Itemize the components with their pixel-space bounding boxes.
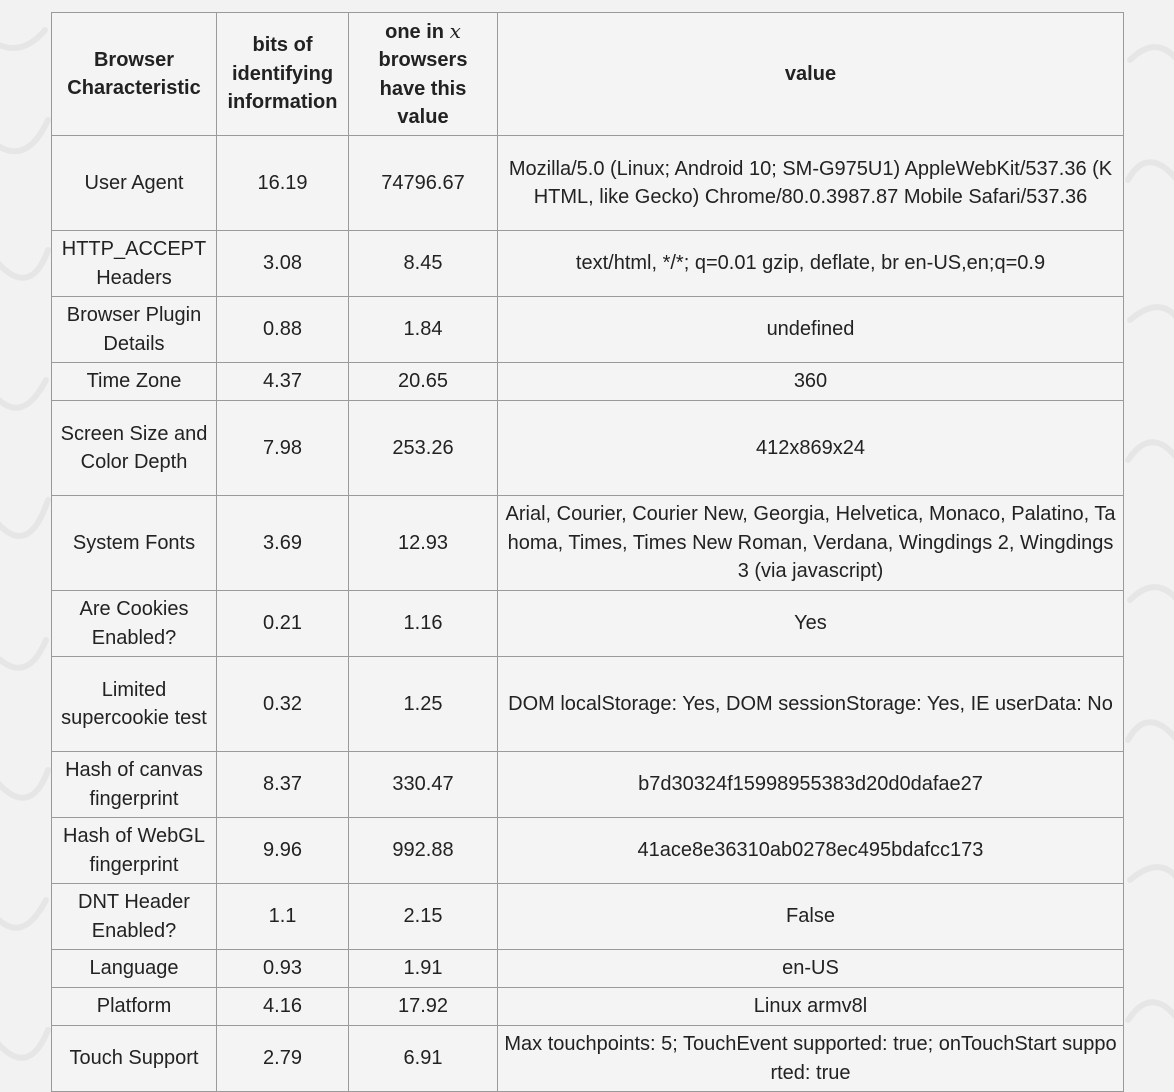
row-value: Max touchpoints: 5; TouchEvent supported: true; onTouchStart supported: true xyxy=(498,1026,1124,1092)
row-bits: 4.37 xyxy=(217,363,349,401)
row-one-in: 2.15 xyxy=(349,884,498,950)
row-characteristic: Are Cookies Enabled? xyxy=(52,591,217,657)
row-one-in: 1.84 xyxy=(349,297,498,363)
row-bits: 3.08 xyxy=(217,231,349,297)
row-bits: 9.96 xyxy=(217,818,349,884)
row-bits: 0.21 xyxy=(217,591,349,657)
row-characteristic: Language xyxy=(52,950,217,988)
row-value: text/html, */*; q=0.01 gzip, deflate, br en-US,en;q=0.9 xyxy=(498,231,1124,297)
table-header xyxy=(52,13,1124,136)
header-one-in-prefix: one in xyxy=(385,20,445,43)
table-row xyxy=(52,657,1124,752)
row-one-in: 8.45 xyxy=(349,231,498,297)
table-row xyxy=(52,988,1124,1026)
row-one-in: 330.47 xyxy=(349,752,498,818)
row-bits: 2.79 xyxy=(217,1026,349,1092)
header-bits: bits of identifying information xyxy=(217,13,349,136)
table-row xyxy=(52,363,1124,401)
row-one-in: 1.91 xyxy=(349,950,498,988)
row-bits: 0.88 xyxy=(217,297,349,363)
row-one-in: 253.26 xyxy=(349,401,498,496)
row-value: False xyxy=(498,884,1124,950)
row-bits: 8.37 xyxy=(217,752,349,818)
row-value: en-US xyxy=(498,950,1124,988)
row-one-in: 6.91 xyxy=(349,1026,498,1092)
row-value: Linux armv8l xyxy=(498,988,1124,1026)
row-bits: 7.98 xyxy=(217,401,349,496)
row-characteristic: Browser Plugin Details xyxy=(52,297,217,363)
row-characteristic: Platform xyxy=(52,988,217,1026)
row-characteristic: Limited supercookie test xyxy=(52,657,217,752)
row-one-in: 992.88 xyxy=(349,818,498,884)
row-value: Arial, Courier, Courier New, Georgia, Helvetica, Monaco, Palatino, Tahoma, Times, Times New Roman, Verdana, Wingdings 2, Wingdings 3 (via javascript) xyxy=(498,496,1124,591)
header-one-in-variable: x xyxy=(449,18,461,43)
row-value: Yes xyxy=(498,591,1124,657)
row-value: DOM localStorage: Yes, DOM sessionStorage: Yes, IE userData: No xyxy=(498,657,1124,752)
table-body xyxy=(52,136,1124,1092)
row-value: 360 xyxy=(498,363,1124,401)
header-value: value xyxy=(498,13,1124,136)
table-row xyxy=(52,884,1124,950)
row-bits: 4.16 xyxy=(217,988,349,1026)
fingerprint-table xyxy=(51,12,1124,1092)
row-characteristic: Touch Support xyxy=(52,1026,217,1092)
table-row xyxy=(52,297,1124,363)
table-row xyxy=(52,818,1124,884)
header-row xyxy=(52,13,1124,136)
table-row xyxy=(52,231,1124,297)
table-row xyxy=(52,401,1124,496)
row-one-in: 12.93 xyxy=(349,496,498,591)
row-bits: 1.1 xyxy=(217,884,349,950)
row-characteristic: DNT Header Enabled? xyxy=(52,884,217,950)
row-characteristic: User Agent xyxy=(52,136,217,231)
header-one-in-suffix: browsers have this value xyxy=(378,49,468,128)
table-row xyxy=(52,1026,1124,1092)
row-one-in: 20.65 xyxy=(349,363,498,401)
row-characteristic: Hash of canvas fingerprint xyxy=(52,752,217,818)
row-characteristic: System Fonts xyxy=(52,496,217,591)
row-value: 41ace8e36310ab0278ec495bdafcc173 xyxy=(498,818,1124,884)
header-one-in xyxy=(349,13,498,136)
row-characteristic: HTTP_ACCEPT Headers xyxy=(52,231,217,297)
row-one-in: 1.16 xyxy=(349,591,498,657)
row-bits: 16.19 xyxy=(217,136,349,231)
row-value: 412x869x24 xyxy=(498,401,1124,496)
table-row xyxy=(52,591,1124,657)
row-characteristic: Time Zone xyxy=(52,363,217,401)
row-characteristic: Screen Size and Color Depth xyxy=(52,401,217,496)
table-row xyxy=(52,950,1124,988)
row-value: Mozilla/5.0 (Linux; Android 10; SM-G975U1) AppleWebKit/537.36 (KHTML, like Gecko) Chrome/80.0.3987.87 Mobile Safari/537.36 xyxy=(498,136,1124,231)
row-one-in: 74796.67 xyxy=(349,136,498,231)
header-characteristic: Browser Characteristic xyxy=(52,13,217,136)
row-characteristic: Hash of WebGL fingerprint xyxy=(52,818,217,884)
row-one-in: 1.25 xyxy=(349,657,498,752)
row-value: b7d30324f15998955383d20d0dafae27 xyxy=(498,752,1124,818)
table-row xyxy=(52,136,1124,231)
table-row xyxy=(52,496,1124,591)
row-value: undefined xyxy=(498,297,1124,363)
row-bits: 0.32 xyxy=(217,657,349,752)
row-one-in: 17.92 xyxy=(349,988,498,1026)
row-bits: 0.93 xyxy=(217,950,349,988)
row-bits: 3.69 xyxy=(217,496,349,591)
table-row xyxy=(52,752,1124,818)
